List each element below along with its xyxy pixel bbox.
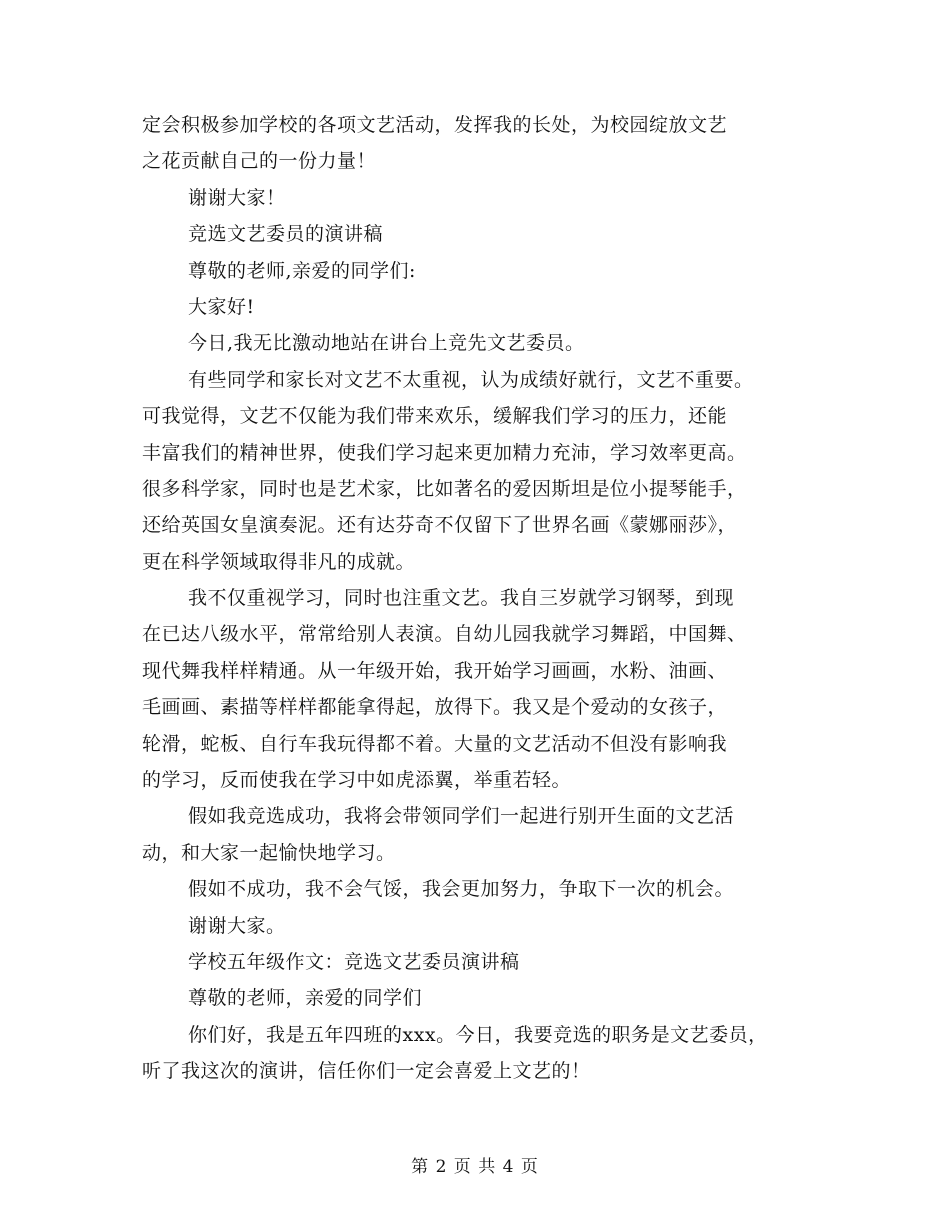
page-footer: 第 2 页 共 4 页 — [411, 1157, 539, 1177]
text-line: 定会积极参加学校的各项文艺活动，发挥我的长处，为校园绽放文艺 — [142, 114, 728, 136]
text-line: 我不仅重视学习，同时也注重文艺。我自三岁就学习钢琴，到现 — [188, 587, 735, 610]
text-line: 谢谢大家！ — [188, 186, 286, 209]
text-line: 竞选文艺委员的演讲稿 — [188, 223, 384, 246]
text-line: 轮滑，蛇板、自行车我玩得都不着。大量的文艺活动不但没有影响我 — [142, 732, 728, 755]
text-line: 可我觉得，文艺不仅能为我们带来欢乐，缓解我们学习的压力，还能 — [142, 405, 728, 428]
text-line: 假如不成功，我不会气馁，我会更加努力，争取下一次的机会。 — [188, 878, 735, 901]
text-line: 在已达八级水平，常常给别人表演。自幼儿园我就学习舞蹈，中国舞、 — [142, 623, 747, 646]
text-line: 很多科学家，同时也是艺术家，比如著名的爱因斯坦是位小提琴能手， — [142, 477, 747, 500]
text-line: 现代舞我样样精通。从一年级开始，我开始学习画画，水粉、油画、 — [142, 659, 728, 682]
text-line: 学校五年级作文：竞选文艺委员演讲稿 — [188, 950, 520, 973]
text-line: 丰富我们的精神世界，使我们学习起来更加精力充沛，学习效率更高。 — [142, 441, 747, 464]
text-line: 动，和大家一起愉快地学习。 — [142, 841, 396, 864]
text-line: 尊敬的老师,亲爱的同学们: — [188, 259, 416, 282]
document-body — [142, 107, 832, 1090]
text-line: 毛画画、素描等样样都能拿得起，放得下。我又是个爱动的女孩子， — [142, 696, 728, 719]
text-line: 大家好! — [188, 295, 255, 318]
text-line: 有些同学和家长对文艺不太重视，认为成绩好就行，文艺不重要。 — [188, 368, 754, 391]
text-line: 的学习，反而使我在学习中如虎添翼，举重若轻。 — [142, 769, 572, 792]
text-line: 听了我这次的演讲，信任你们一定会喜爱上文艺的！ — [142, 1060, 591, 1083]
text-line: 尊敬的老师，亲爱的同学们 — [188, 987, 423, 1010]
text-line: 更在科学领域取得非凡的成就。 — [142, 550, 416, 573]
text-line: 还给英国女皇演奏泥。还有达芬奇不仅留下了世界名画《蒙娜丽莎》， — [142, 514, 738, 537]
text-line: 之花贡献自己的一份力量！ — [142, 150, 377, 173]
text-line: 谢谢大家。 — [188, 914, 286, 937]
text-line: 你们好，我是五年四班的xxx。今日，我要竞选的职务是文艺委员， — [188, 1023, 768, 1046]
text-line: 假如我竞选成功，我将会带领同学们一起进行别开生面的文艺活 — [188, 805, 735, 828]
text-line: 今日,我无比激动地站在讲台上竞先文艺委员。 — [188, 332, 585, 355]
